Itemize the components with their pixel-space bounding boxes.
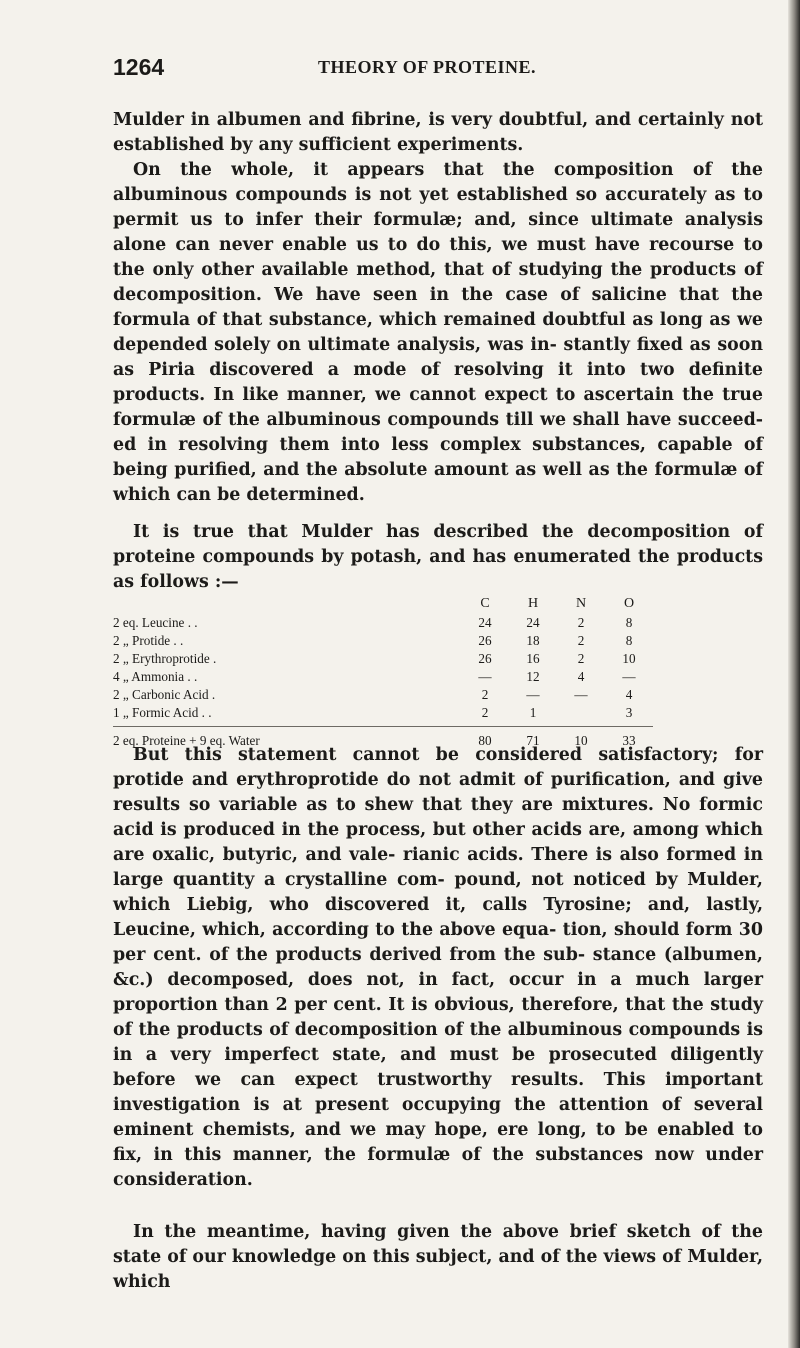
cell-h: 18 bbox=[526, 633, 540, 648]
column-header: N bbox=[575, 596, 587, 611]
cell-c: 2 bbox=[481, 687, 489, 702]
row-label: 2 eq. Leucine . . bbox=[113, 615, 198, 630]
cell-h: 12 bbox=[526, 669, 540, 684]
table-row bbox=[113, 686, 653, 704]
column-header: C bbox=[480, 596, 490, 611]
cell-h: 16 bbox=[526, 651, 540, 666]
total-label: 2 eq. Proteine + 9 eq. Water bbox=[113, 727, 461, 752]
page-header bbox=[113, 54, 763, 84]
row-label: 2 „ Carbonic Acid . bbox=[113, 687, 216, 702]
table-header-row bbox=[113, 594, 653, 614]
column-header: O bbox=[623, 596, 635, 611]
cell-o: 10 bbox=[622, 651, 636, 666]
cell-o: 8 bbox=[625, 633, 633, 648]
cell-o: — bbox=[622, 669, 636, 684]
paragraph: On the whole, it appears that the composition of the albuminous compounds is not yet established so accurately as to permit us to infer their formulæ; and, since ultimate analysis alone can never enable us to do this, we must have recourse to the only other available method, that of studying the products of decomposition. We have seen in the case of salicine that the formula of that substance, which remained doubtful as long as we depended solely on ultimate analysis, was in- stantly fixed as soon as Piria discovered a mode of resolving it into two definite products. In like manner, we cannot expect to ascertain the true formulæ of the albuminous compounds till we shall have succeed- ed in resolving them into less complex substances, capable of being purified, and the absolute amount as well as the formulæ of which can be determined. bbox=[113, 160, 763, 505]
table-row bbox=[113, 632, 653, 650]
cell-n: 2 bbox=[577, 633, 585, 648]
paragraph-line: Mulder in albumen and fibrine, is very doubtful, and certainly not bbox=[113, 110, 763, 130]
total-h: 71 bbox=[509, 727, 557, 752]
cell-n: 2 bbox=[577, 651, 585, 666]
table-row bbox=[113, 614, 653, 632]
running-title: THEORY OF PROTEINE. bbox=[318, 57, 537, 77]
cell-c: 24 bbox=[478, 615, 492, 630]
table-row bbox=[113, 668, 653, 686]
page-number: 1264 bbox=[113, 54, 165, 80]
table-row bbox=[113, 650, 653, 668]
cell-o: 3 bbox=[625, 705, 633, 720]
total-c: 80 bbox=[461, 727, 509, 752]
cell-c: 2 bbox=[481, 705, 489, 720]
cell-h: — bbox=[526, 687, 540, 702]
column-header: H bbox=[527, 596, 539, 611]
cell-n bbox=[557, 704, 605, 722]
total-o: 33 bbox=[605, 727, 653, 752]
cell-n: — bbox=[574, 687, 588, 702]
row-label: 2 „ Erythroprotide . bbox=[113, 651, 217, 666]
cell-o: 4 bbox=[625, 687, 633, 702]
cell-c: 26 bbox=[478, 651, 492, 666]
cell-n: 4 bbox=[577, 669, 585, 684]
row-label: 2 „ Protide . . bbox=[113, 633, 184, 648]
paragraph: In the meantime, having given the above brief sketch of the state of our knowledge on this subject, and of the views of Mulder, which bbox=[113, 1222, 763, 1292]
paragraph-line: established by any sufficient experiments. bbox=[113, 135, 524, 155]
row-label: 1 „ Formic Acid . . bbox=[113, 705, 212, 720]
cell-o: 8 bbox=[625, 615, 633, 630]
total-n: 10 bbox=[557, 727, 605, 752]
cell-n: 2 bbox=[577, 615, 585, 630]
cell-h: 24 bbox=[526, 615, 540, 630]
page-edge-shadow bbox=[788, 0, 800, 1348]
row-label: 4 „ Ammonia . . bbox=[113, 669, 198, 684]
cell-h: 1 bbox=[529, 705, 537, 720]
table-row bbox=[113, 704, 653, 722]
products-table bbox=[113, 594, 653, 751]
cell-c: 26 bbox=[478, 633, 492, 648]
paragraph: It is true that Mulder has described the decomposition of proteine compounds by potash, and has enumerated the products as follows :— bbox=[113, 522, 763, 592]
cell-c: — bbox=[478, 669, 492, 684]
table-header-label bbox=[113, 594, 461, 614]
paragraph: But this statement cannot be considered satisfactory; for protide and erythroprotide do not admit of purification, and give results so variable as to shew that they are mixtures. No formic acid is produced in the process, but other acids are, among which are oxalic, butyric, and vale- rianic acids. There is also formed in large quantity a crystalline com- pound, not noticed by Mulder, which Liebig, who discovered it, calls Tyrosine; and, lastly, Leucine, which, according to the above equa- tion, should form 30 per cent. of the products derived from the sub- stance (albumen, &c.) decomposed, does not, in fact, occur in a much larger proportion than 2 per cent. It is obvious, therefore, that the study of the products of decomposition of the albuminous compounds is in a very imperfect state, and must be prosecuted diligently before we can expect trustworthy results. This important investigation is at present occupying the attention of several eminent chemists, and we may hope, ere long, to be enabled to fix, in this manner, the formulæ of the substances now under consideration. bbox=[113, 745, 763, 1190]
